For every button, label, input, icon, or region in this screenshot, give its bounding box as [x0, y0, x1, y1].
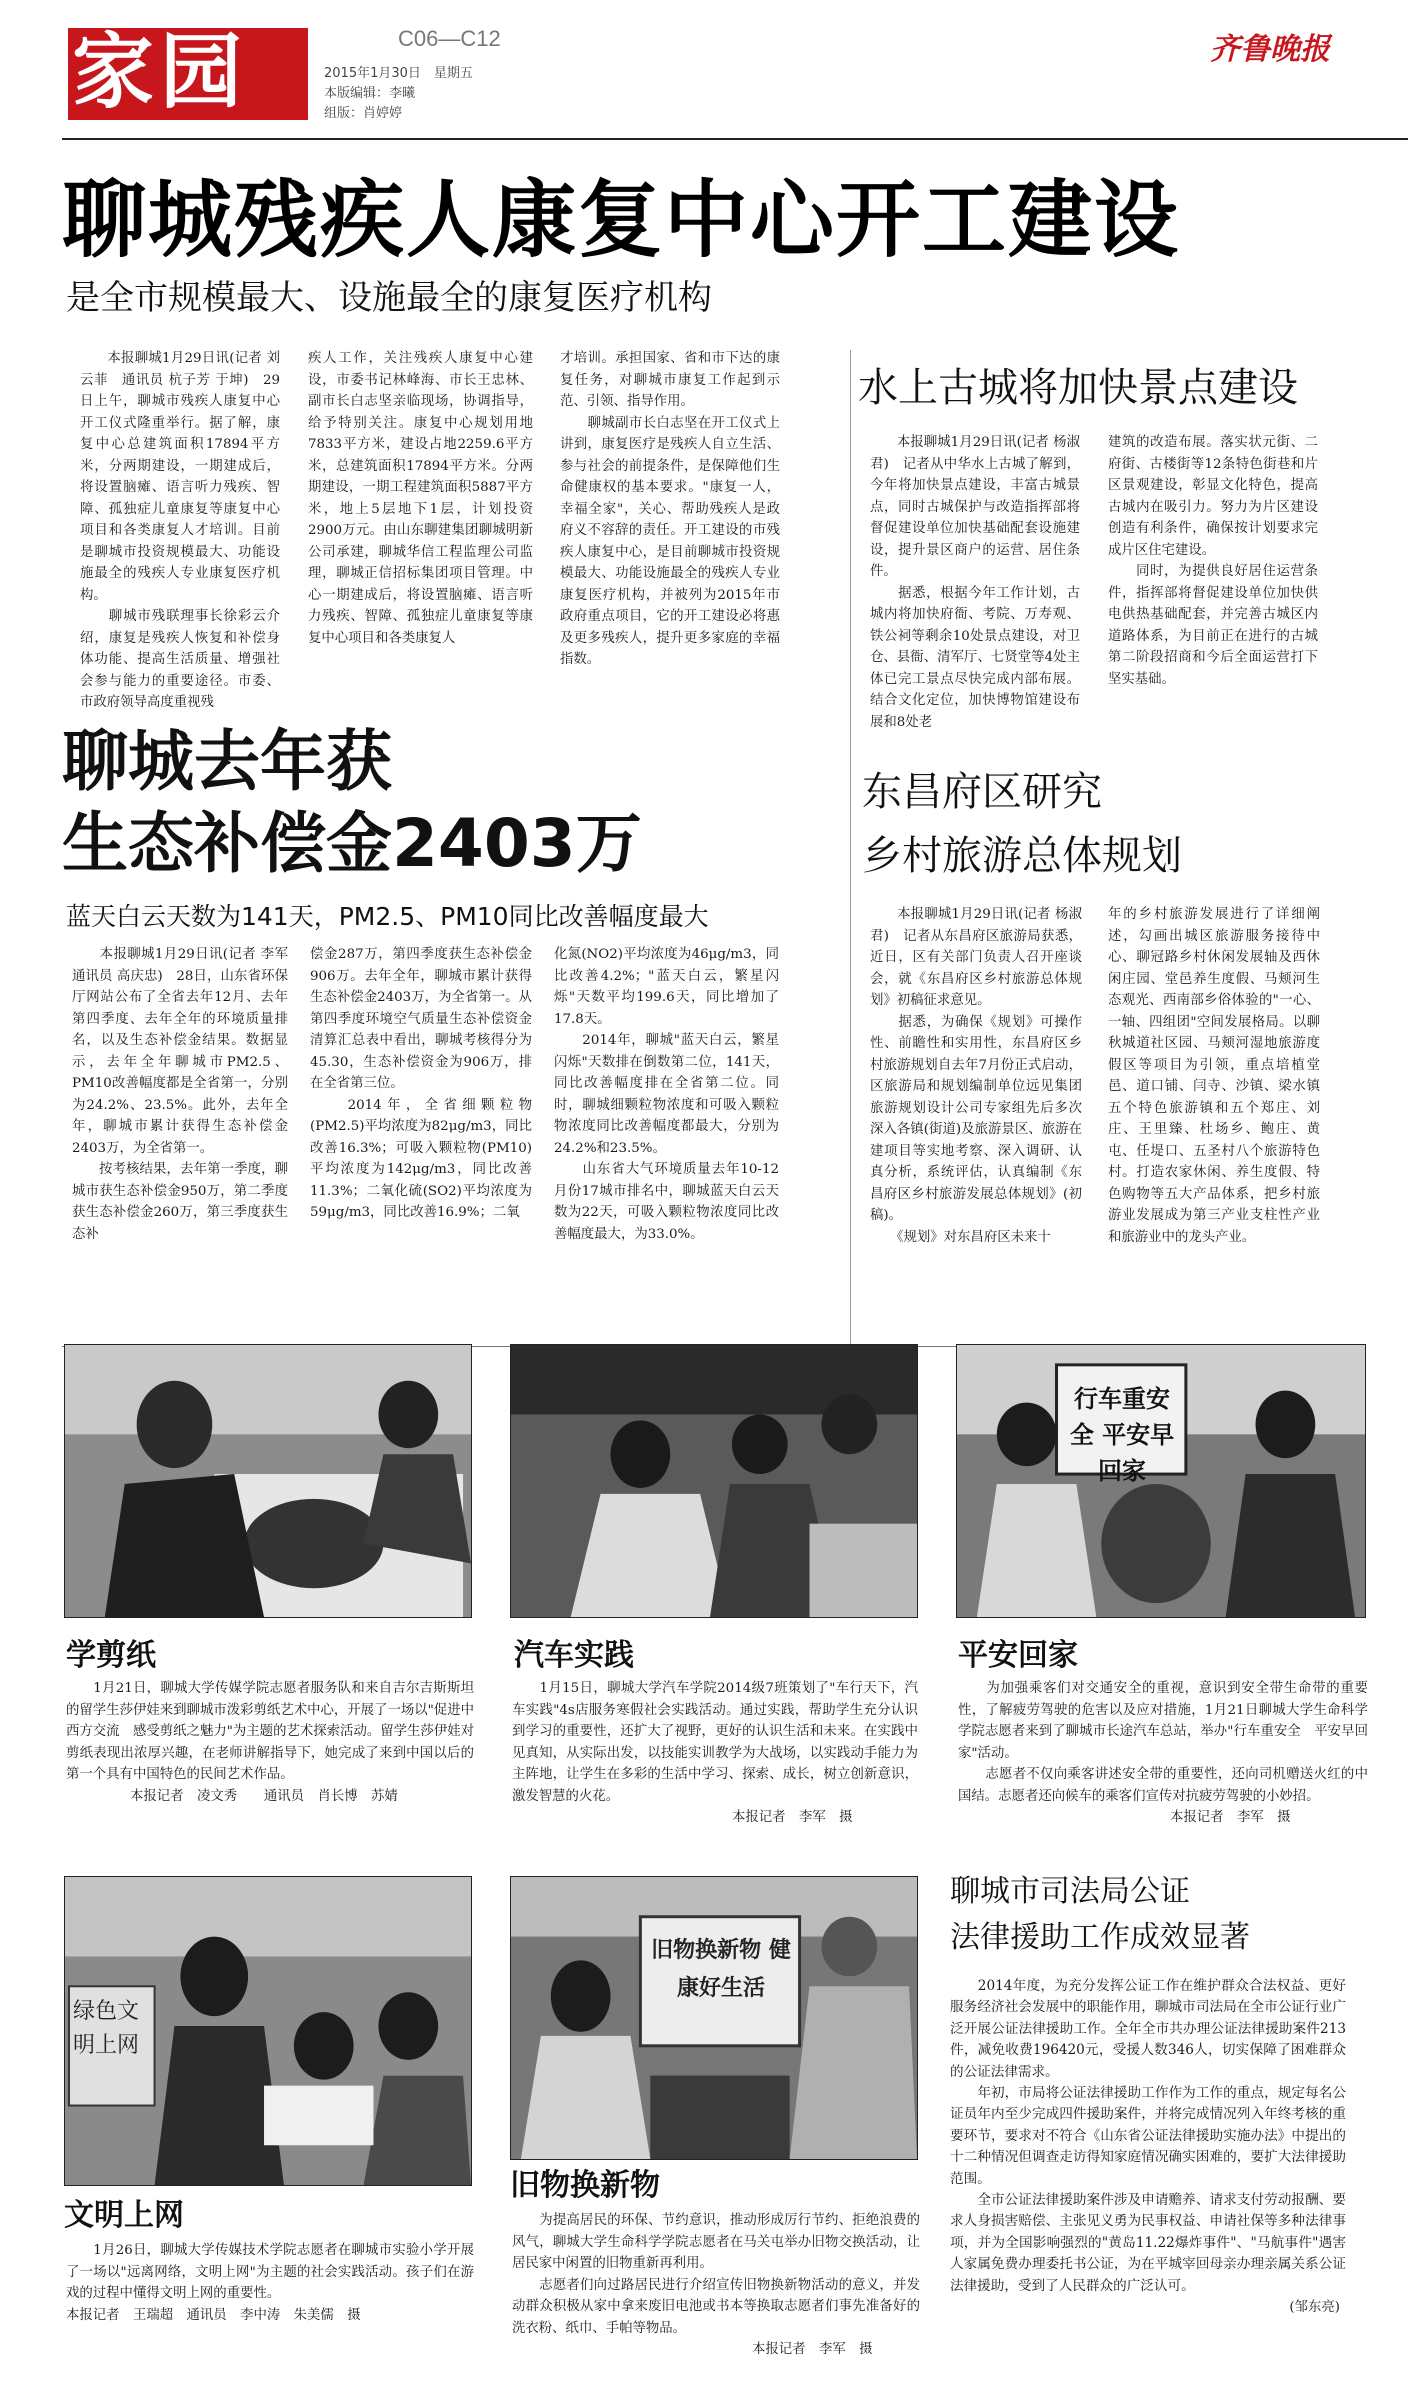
- page-range: C06—C12: [398, 26, 501, 51]
- lead-headline: 聊城残疾人康复中心开工建设: [62, 171, 1181, 269]
- photo-safe-home: [956, 1344, 1366, 1618]
- legal-text: 2014年度，为充分发挥公证工作在维护群众合法权益、更好服务经济社会发展中的职能作用，聊城市司法局在全市公证行业广泛开展公证法律援助工作。全年全市共办理公证法律援助案件213件，减免收费196420元，受援人数346人，切实保障了困难群众的公证法律需求。 年初，市局将公证法律援助工作作为工作的重点，规定每名公证员年内至少完成四件援助案件，并将完成情况列入年终考核的重要环节，要求对不符合《山东省公证法律援助实施办法》中提出的十二种情况但调查走访得知家庭情况确实困难的，要扩大法律援助范围。 全市公证法律援助案件涉及申请赡养、请求支付劳动报酬、要求人身损害赔偿、主张见义勇为民事权益、申请社保等多种法律事项，并为全国影响强烈的"黄岛11.22爆炸事件"、"马航事件"遇害人家属免费办理委托书公证，为在平城宰回母亲办理亲属关系公证法律援助，受到了人民群众的广泛认可。: [950, 1978, 1346, 2294]
- caption-text-swap-items: [512, 2210, 920, 2360]
- eco-column-1: 本报聊城1月29日讯(记者 李军 通讯员 高庆忠) 28日，山东省环保厅网站公布了全省去年12月、去年第四季度、去年全年的环境质量排名，以及生态补偿金结果。数据显示，去年全年聊城市PM2.5、PM10改善幅度都是全省第一，分别为24.2%、23.5%。此外，去年全年，聊城市累计获得生态补偿金2403万，为全省第一。 按考核结果，去年第一季度，聊城市获生态补偿金950万，第二季度获生态补偿金260万，第三季度获生态补: [72, 947, 288, 1242]
- eco-subheadline: 蓝天白云天数为141天，PM2.5、PM10同比改善幅度最大: [66, 902, 709, 931]
- rural-headline-line-1: 东昌府区研究: [862, 769, 1102, 815]
- caption-title-safe-home: 平安回家: [958, 1638, 1078, 1673]
- caption-text-civilized-internet: [66, 2240, 474, 2360]
- caption-body: 为提高居民的环保、节约意识，推动形成厉行节约、拒绝浪费的风气，聊城大学生命科学学院志愿者在马关屯举办旧物交换活动，让居民家中闲置的旧物重新再利用。 志愿者们向过路居民进行介绍宣传旧物换新物活动的意义，并发动群众积极从家中拿来废旧电池或书本等换取志愿者们事先准备好的洗衣粉、纸巾、手帕等物品。: [512, 2213, 920, 2336]
- lead-subheadline: 是全市规模最大、设施最全的康复医疗机构: [66, 278, 712, 318]
- water-column-2: 建筑的改造布展。落实状元街、二府街、古楼街等12条特色街巷和片区景观建设，彰显文化特色，提高古城内在吸引力。努力为片区建设创造有利条件，确保按计划要求完成片区住宅建设。 同时，为提供良好居住运营条件，指挥部将督促建设单位加快供电供热基础配套，并完善古城区内道路体系，为目前正在进行的古城第二阶段招商和今后全面运营打下坚实基础。: [1108, 435, 1318, 687]
- water-headline: 水上古城将加快景点建设: [858, 365, 1298, 411]
- caption-text-safe-home: [958, 1678, 1368, 1848]
- eco-column-2: 偿金287万，第四季度获生态补偿金906万。去年全年，聊城市累计获得生态补偿金2403万，为全省第一。从第四季度环境空气质量生态补偿资金清算汇总表中看出，聊城考核得分为45.30，生态补偿资金为906万，排在全省第三位。 2014年，全省细颗粒物(PM2.5)平均浓度为82μg/m3，同比改善16.3%；可吸入颗粒物(PM10)平均浓度为142μg/m3，同比改善11.3%；二氧化硫(SO2)平均浓度为59μg/m3，同比改善16.9%；二氧: [310, 947, 532, 1220]
- lead-column-1: 本报聊城1月29日讯(记者 刘云菲 通讯员 杭子芳 于坤) 29日上午，聊城市残疾人康复中心开工仪式隆重举行。据了解，康复中心总建筑面积17894平方米，分两期建设，一期建成后，将设置脑瘫、语言听力残疾、智障、孤独症儿童康复等康复中心项目和各类康复人才培训。目前是聊城市投资规模最大、功能设施最全的残疾人专业康复医疗机构。 聊城市残联理事长徐彩云介绍，康复是残疾人恢复和补偿身体功能、提高生活质量、增强社会参与能力的重要途径。市委、市政府领导高度重视残: [80, 351, 280, 710]
- legal-body: [950, 1976, 1346, 2368]
- rural-column-1: 本报聊城1月29日讯(记者 杨淑君) 记者从东昌府区旅游局获悉，近日，区有关部门负责人召开座谈会，就《东昌府区乡村旅游总体规划》初稿征求意见。 据悉，为确保《规划》可操作性、前瞻性和实用性，东昌府区乡村旅游规划自去年7月份正式启动，区旅游局和规划编制单位远见集团旅游规划设计公司专家组先后多次深入各镇(街道)及旅游景区、旅游在建项目等实地考察、深入调研、认真分析，系统评估，认真编制《东昌府区乡村旅游发展总体规划》(初稿)。 《规划》对东昌府区未来十: [870, 907, 1082, 1245]
- photo-swap-items: [510, 1876, 918, 2160]
- photo-paper-cutting: [64, 1344, 472, 1618]
- legal-headline-line-2: 法律援助工作成效显著: [950, 1920, 1250, 1955]
- caption-body: 为加强乘客们对交通安全的重视，意识到安全带生命带的重要性，了解疲劳驾驶的危害以及应对措施，1月21日聊城大学生命科学学院志愿者来到了聊城市长途汽车总站，举办"行车重安全 平安早回家"活动。 志愿者不仅向乘客讲述安全带的重要性，还向司机赠送火红的中国结。志愿者还向候车的乘客们宣传对抗疲劳驾驶的小妙招。: [958, 1681, 1368, 1804]
- caption-text-paper-cutting: [66, 1678, 474, 1830]
- eco-headline-line-1: 聊城去年获: [62, 723, 392, 800]
- eco-headline-line-2: 生态补偿金2403万: [62, 805, 642, 882]
- issue-date: 2015年1月30日 星期五: [324, 66, 473, 81]
- caption-title-swap-items: 旧物换新物: [510, 2168, 660, 2203]
- sign-text: 行车重安全 平安早回家: [1069, 1384, 1175, 1485]
- caption-body: 1月15日，聊城大学汽车学院2014级7班策划了"车行天下，汽车实践"4s店服务寒假社会实践活动。通过实践，帮助学生充分认识到学习的重要性，还扩大了视野，更好的认识生活和未来。在实践中见真知，从实际出发，以技能实训教学为大战场，以实践动手能力为主阵地，让学生在多彩的生活中学习、探索、成长，树立创新意识，激发智慧的火花。: [512, 1681, 918, 1804]
- photo-car-practice: [510, 1344, 918, 1618]
- rural-column-2: 年的乡村旅游发展进行了详细阐述，勾画出城区旅游服务接待中心、聊冠路乡村休闲发展轴及西休闲庄园、堂邑养生度假、马颊河生态观光、西南部乡俗体验的"一心、一轴、四组团"空间发展格局。以聊秋城道社区园、马颊河湿地旅游度假区等项目为引领，重点培植堂邑、道口铺、闫寺、沙镇、梁水镇五个特色旅游镇和五个郑庄、刘庄、王里臻、杜场乡、鲍庄、黄屯、任堤口、五圣村八个旅游特色村。打造农家休闲、养生度假、特色购物等五大产品体系，把乡村旅游业发展成为第三产业支柱性产业和旅游业中的龙头产业。: [1108, 907, 1320, 1245]
- rural-headline-line-2: 乡村旅游总体规划: [862, 833, 1182, 879]
- caption-title-civilized-internet: 文明上网: [64, 2198, 184, 2233]
- caption-body: 1月21日，聊城大学传媒学院志愿者服务队和来自吉尔吉斯斯坦的留学生莎伊娃来到聊城市泼彩剪纸艺术中心，开展了一场以"促进中西方交流 感受剪纸之魅力"为主题的艺术探索活动。留学生莎伊娃对剪纸表现出浓厚兴趣，在老师讲解指导下，她完成了来到中国以后的第一个具有中国特色的民间艺术作品。: [66, 1681, 474, 1782]
- page-designer: 组版：肖婷婷: [324, 106, 403, 121]
- masthead: [0, 0, 1409, 148]
- water-column-1: 本报聊城1月29日讯(记者 杨淑君) 记者从中华水上古城了解到，今年将加快景点建设，丰富古城景点，同时古城保护与改造指挥部将督促建设单位加快基础配套设施建设，提升景区商户的运营、居住条件。 据悉，根据今年工作计划，古城内将加快府衙、考院、万寿观、铁公祠等剩余10处景点建设，对卫仓、县衙、清军厅、七贤堂等4处主体已完工景点尽快完成内部布展。结合文化定位，加快博物馆建设布展和8处老: [870, 435, 1080, 730]
- lead-column-3: 才培训。承担国家、省和市下达的康复任务，对聊城市康复工作起到示范、引领、指导作用。 聊城副市长白志坚在开工仪式上讲到，康复医疗是残疾人自立生活、参与社会的前提条件，是保障他们生命健康权的基本要求。"康复一人，幸福全家"，关心、帮助残疾人是政府义不容辞的责任。开工建设的市残疾人康复中心，是目前聊城市投资规模最大、功能设施最全的残疾人专业康复医疗机构，并被列为2015年市政府重点项目，它的开工建设必将惠及更多残疾人，提升更多家庭的幸福指数。: [560, 351, 780, 667]
- section-logo-text: 家园: [72, 25, 249, 120]
- photo-credit: 本报记者 李军 摄: [1170, 1810, 1291, 1825]
- lead-column-2: 疾人工作，关注残疾人康复中心建设，市委书记林峰海、市长王忠林、副市长白志坚亲临现场，协调指导，给予特别关注。康复中心规划用地7833平方米，建设占地2259.6平方米，总建筑面积17894平方米。分两期建设，一期工程建筑面积5887平方米，地上5层地下1层，计划投资2900万元。由山东聊建集团聊城明新公司承建，聊城华信工程监理公司监理，聊城正信招标集团项目管理。中心一期建成后，将设置脑瘫、语言听力残疾、智障、孤独症儿童康复等康复中心项目和各类康复人: [308, 351, 533, 646]
- photo-credit: 本报记者 李军 摄: [732, 1810, 853, 1825]
- caption-title-car-practice: 汽车实践: [514, 1638, 634, 1673]
- photo-credit: 本报记者 凌文秀 通讯员 肖长博 苏婧: [130, 1788, 398, 1804]
- newspaper-logo: 齐鲁晚报: [1210, 32, 1330, 67]
- sign-text: 旧物换新物 健康好生活: [651, 1937, 791, 2001]
- legal-credit: (邹东亮): [1289, 2300, 1340, 2316]
- sign-text: 绿色文明上网: [73, 1999, 140, 2058]
- photo-credit: 本报记者 王瑞超 通讯员 李中涛 朱美儒 摄: [66, 2307, 361, 2323]
- eco-column-3: 化氮(NO2)平均浓度为46μg/m3，同比改善4.2%；"蓝天白云，繁星闪烁"天数平均199.6天，同比增加了17.8天。 2014年，聊城"蓝天白云，繁星闪烁"天数排在倒数第二位，141天，同比改善幅度排在全省第二位。同时，聊城细颗粒物浓度和可吸入颗粒物浓度同比改善幅度都最大，分别为24.2%和23.5%。 山东省大气环境质量去年10-12月份17城市排名中，聊城蓝天白云天数为22天，可吸入颗粒物浓度同比改善幅度最大，为33.0%。: [554, 947, 779, 1242]
- photo-civilized-internet: [64, 1876, 472, 2186]
- page-editor: 本版编辑：李曦: [324, 86, 416, 101]
- column-divider: [850, 350, 851, 1500]
- photo-credit: 本报记者 李军 摄: [752, 2342, 873, 2357]
- legal-headline-line-1: 聊城市司法局公证: [950, 1874, 1190, 1909]
- caption-title-paper-cutting: 学剪纸: [66, 1638, 156, 1673]
- header-rule: [62, 138, 1408, 140]
- caption-text-car-practice: [512, 1678, 918, 1848]
- caption-body: 1月26日，聊城大学传媒技术学院志愿者在聊城市实验小学开展了一场以"远离网络，文明上网"为主题的社会实践活动。孩子们在游戏的过程中懂得文明上网的重要性。: [66, 2243, 474, 2301]
